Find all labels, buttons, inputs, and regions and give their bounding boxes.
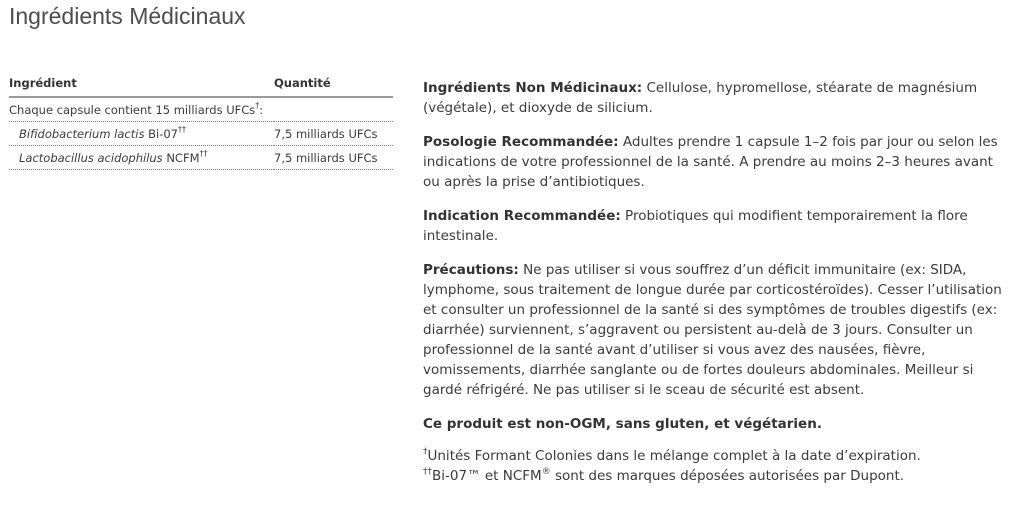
footnote-cfu-text: Unités Formant Colonies dans le mélange complet à la date d’expiration. [427, 448, 921, 464]
column-header-quantity: Quantité [274, 74, 393, 97]
intro-quantity-cell [274, 97, 393, 122]
indication-label: Indication Recommandée: [423, 208, 621, 224]
non-medicinal-text: Cellulose, hypromellose, stéarate de magnésium (végétale), et dioxyde de silicium. [423, 80, 978, 116]
double-dagger-mark: †† [423, 466, 432, 477]
medicinal-ingredients-table [9, 74, 393, 170]
page-title: Ingrédients Médicinaux [9, 3, 246, 29]
ingredient-cell [9, 146, 274, 170]
double-dagger-mark: †† [199, 149, 208, 159]
recommended-indication [423, 206, 1005, 246]
table-header-row [9, 74, 393, 97]
product-details [423, 78, 1005, 486]
registered-mark: ® [541, 466, 551, 477]
precautions-label: Précautions: [423, 262, 519, 278]
footnote-trademarks [423, 466, 1005, 486]
quantity-cell: 7,5 milliards UFCs [274, 122, 393, 146]
ingredient-cell [9, 122, 274, 146]
indication-text: Probiotiques qui modifient temporairement la flore intestinale. [423, 208, 968, 244]
dagger-mark: † [255, 101, 260, 111]
non-medicinal-ingredients [423, 78, 1005, 118]
footnotes [423, 446, 1005, 486]
intro-text: Chaque capsule contient 15 milliards UFCs [9, 103, 256, 117]
ingredient-strain: NCFM [162, 151, 200, 165]
footnote-trademark-text: Bi-07™ et NCFM [432, 468, 542, 484]
non-medicinal-label: Ingrédients Non Médicinaux: [423, 80, 643, 96]
footnote-trademark-text-end: sont des marques déposées autorisées par Dupont. [550, 468, 905, 484]
dosage-text: Adultes prendre 1 capsule 1–2 fois par jour ou selon les indications de votre professionnel de la santé. A prendre au moins 2–3 heures avant ou après la prise d’antibiotiques. [423, 134, 998, 190]
column-header-ingredient: Ingrédient [9, 74, 274, 97]
ingredient-strain: Bi-07 [144, 127, 178, 141]
non-gmo-statement [423, 414, 1005, 434]
intro-colon: : [259, 103, 264, 117]
footnote-cfu [423, 446, 1005, 466]
double-dagger-mark: †† [177, 125, 186, 135]
table-row [9, 122, 393, 146]
recommended-dosage [423, 132, 1005, 192]
quantity-cell: 7,5 milliards UFCs [274, 146, 393, 170]
table-row [9, 146, 393, 170]
dagger-mark: † [423, 446, 428, 457]
dosage-label: Posologie Recommandée: [423, 134, 619, 150]
ingredient-name: Bifidobacterium lactis [19, 127, 145, 141]
table-row-intro [9, 97, 393, 122]
precautions-text: Ne pas utiliser si vous souffrez d’un déficit immunitaire (ex: SIDA, lymphome, sous traitement de longue durée par corticostéroïdes). Cesser l’utilisation et consulter un professionnel de la santé si des symptômes de troubles digestifs (ex: diarrhée) surviennent, s’aggravent ou persistent au-delà de 3 jours. Consulter un professionnel de la santé avant d’utiliser si vous avez des nausées, fièvre, vomissements, diarrhée sanglante ou de fortes douleurs abdominales. Meilleur si gardé réfrigéré. Ne pas utiliser si le sceau de sécurité est absent. [423, 262, 1002, 398]
precautions [423, 260, 1005, 400]
ingredient-name: Lactobacillus acidophilus [19, 151, 163, 165]
intro-cell [9, 97, 274, 122]
non-gmo-text: Ce produit est non-OGM, sans gluten, et végétarien. [423, 416, 822, 432]
